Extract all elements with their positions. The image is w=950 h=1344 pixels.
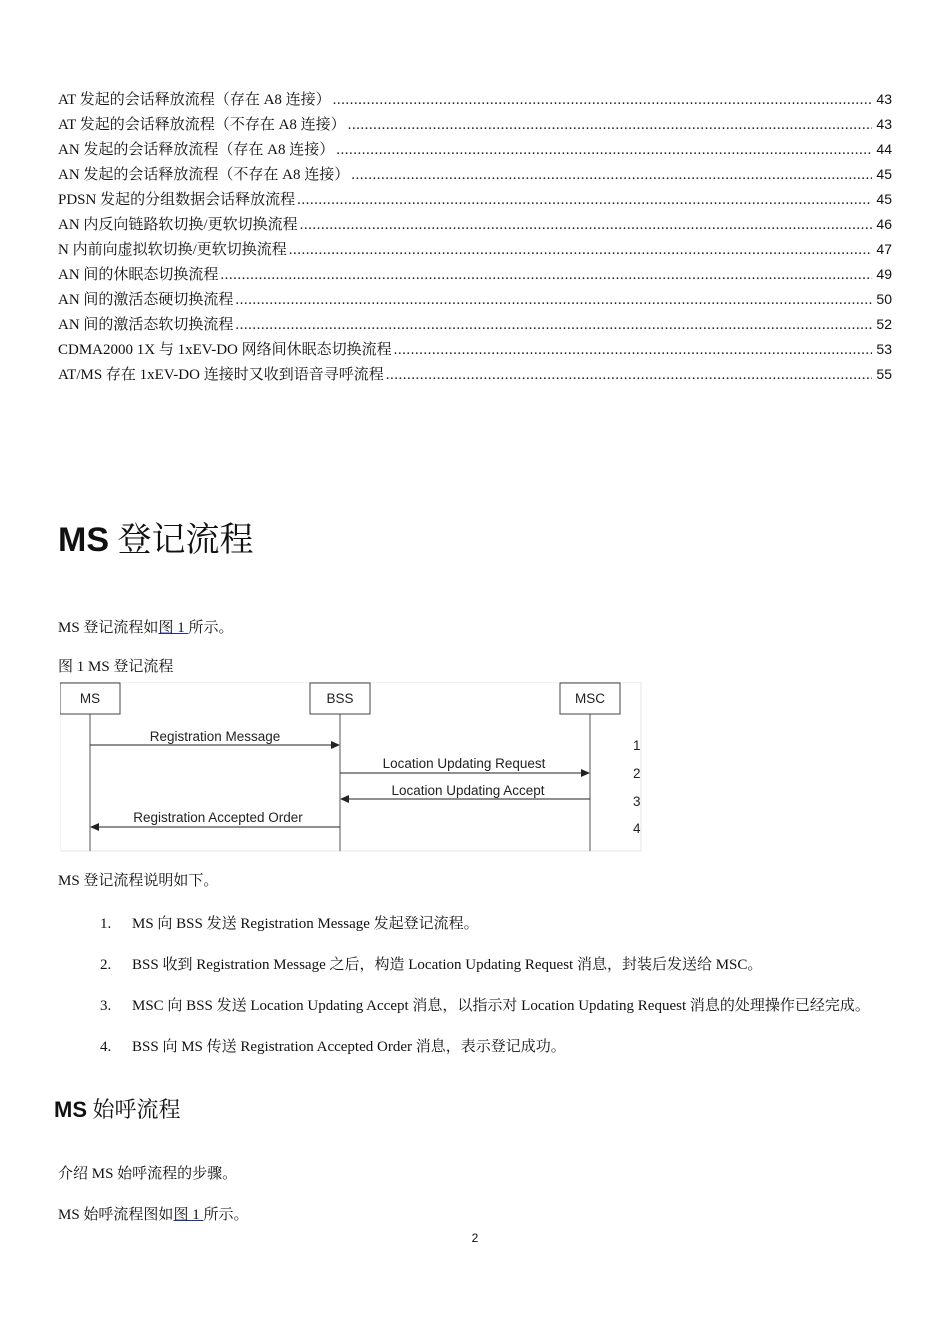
toc-entry-title: AN 间的休眠态切换流程 bbox=[58, 267, 219, 283]
toc-leader-dots bbox=[289, 238, 873, 263]
figure-link[interactable]: 图 1 bbox=[173, 1207, 204, 1223]
toc-leader-dots bbox=[386, 363, 873, 388]
message-location-updating-request bbox=[340, 756, 589, 773]
fig-text-after: 所示。 bbox=[203, 1207, 249, 1223]
step-index: 3. bbox=[100, 998, 112, 1014]
message-label: Location Updating Accept bbox=[391, 783, 545, 798]
toc-entry-page: 52 bbox=[876, 316, 892, 332]
toc-entry[interactable] bbox=[58, 162, 892, 187]
toc-entry-title: CDMA2000 1X 与 1xEV-DO 网络间休眠态切换流程 bbox=[58, 342, 392, 358]
origination-figure-ref bbox=[58, 1204, 248, 1226]
toc-entry[interactable] bbox=[58, 137, 892, 162]
table-of-contents bbox=[58, 87, 892, 387]
toc-entry-page: 45 bbox=[876, 191, 892, 207]
entity-bss bbox=[310, 683, 370, 714]
toc-entry-page: 47 bbox=[876, 241, 892, 257]
entity-label: MSC bbox=[575, 691, 605, 706]
toc-entry-title: N 内前向虚拟软切换/更软切换流程 bbox=[58, 242, 287, 258]
toc-entry[interactable] bbox=[58, 237, 892, 262]
toc-leader-dots bbox=[220, 263, 872, 288]
toc-entry[interactable] bbox=[58, 112, 892, 137]
heading-cjk-part: 始呼流程 bbox=[87, 1097, 181, 1122]
registration-steps-list bbox=[100, 910, 900, 1061]
toc-entry[interactable] bbox=[58, 187, 892, 212]
entity-msc bbox=[560, 683, 620, 714]
toc-entry-title: AN 发起的会话释放流程（不存在 A8 连接） bbox=[58, 167, 350, 183]
toc-entry[interactable] bbox=[58, 212, 892, 237]
toc-entry[interactable] bbox=[58, 312, 892, 337]
toc-leader-dots bbox=[235, 288, 872, 313]
figure-link[interactable]: 图 1 bbox=[158, 620, 189, 636]
step-index: 1. bbox=[100, 916, 112, 932]
message-registration-accepted-order bbox=[91, 810, 340, 827]
section-heading-ms-origination bbox=[54, 1095, 181, 1125]
toc-entry[interactable] bbox=[58, 87, 892, 112]
step-number: 4 bbox=[633, 821, 641, 836]
toc-entry-title: AT 发起的会话释放流程（不存在 A8 连接） bbox=[58, 117, 346, 133]
toc-entry-page: 46 bbox=[876, 216, 892, 232]
toc-entry-title: AT/MS 存在 1xEV-DO 连接时又收到语音寻呼流程 bbox=[58, 367, 384, 383]
toc-entry-page: 50 bbox=[876, 291, 892, 307]
fig-text-before: MS 始呼流程图如 bbox=[58, 1207, 174, 1223]
registration-explain: MS 登记流程说明如下。 bbox=[58, 873, 219, 889]
toc-entry-title: AN 发起的会话释放流程（存在 A8 连接） bbox=[58, 142, 335, 158]
toc-entry-page: 45 bbox=[876, 166, 892, 182]
toc-entry-title: AT 发起的会话释放流程（存在 A8 连接） bbox=[58, 92, 331, 108]
step-text: BSS 收到 Registration Message 之后，构造 Location Updating Request 消息，封装后发送给 MSC。 bbox=[132, 957, 763, 973]
toc-entry-page: 53 bbox=[876, 341, 892, 357]
toc-entry-title: PDSN 发起的分组数据会话释放流程 bbox=[58, 192, 296, 208]
entity-label: BSS bbox=[326, 691, 354, 706]
message-label: Location Updating Request bbox=[382, 756, 546, 771]
toc-entry[interactable] bbox=[58, 337, 892, 362]
step-text: MSC 向 BSS 发送 Location Updating Accept 消息，以指示对 Location Updating Request 消息的处理操作已经完成。 bbox=[132, 998, 870, 1014]
message-label: Registration Accepted Order bbox=[133, 810, 303, 825]
toc-entry-page: 49 bbox=[876, 266, 892, 282]
toc-entry-page: 43 bbox=[876, 116, 892, 132]
step-number: 1 bbox=[633, 738, 641, 753]
entity-ms bbox=[60, 683, 120, 714]
registration-intro bbox=[58, 617, 233, 639]
toc-leader-dots bbox=[333, 88, 873, 113]
toc-leader-dots bbox=[297, 188, 872, 213]
toc-leader-dots bbox=[351, 163, 872, 188]
toc-leader-dots bbox=[394, 338, 873, 363]
toc-leader-dots bbox=[300, 213, 873, 238]
message-registration-message bbox=[90, 729, 339, 745]
heading-latin-part: MS bbox=[58, 521, 109, 559]
toc-entry-title: AN 内反向链路软切换/更软切换流程 bbox=[58, 217, 298, 233]
toc-entry[interactable] bbox=[58, 362, 892, 387]
registration-sequence-diagram bbox=[60, 682, 642, 852]
list-item bbox=[100, 992, 900, 1020]
intro-text-before: MS 登记流程如 bbox=[58, 620, 159, 636]
step-number: 2 bbox=[633, 766, 641, 781]
step-number: 3 bbox=[633, 794, 641, 809]
figure-caption: 图 1 MS 登记流程 bbox=[58, 659, 174, 675]
list-item bbox=[100, 951, 900, 979]
toc-entry-title: AN 间的激活态硬切换流程 bbox=[58, 292, 234, 308]
toc-entry-title: AN 间的激活态软切换流程 bbox=[58, 317, 234, 333]
toc-entry[interactable] bbox=[58, 287, 892, 312]
page-number: 2 bbox=[471, 1231, 479, 1245]
entity-label: MS bbox=[79, 691, 101, 706]
message-location-updating-accept bbox=[341, 783, 590, 799]
list-item bbox=[100, 910, 900, 938]
message-label: Registration Message bbox=[149, 729, 281, 744]
section-heading-ms-registration bbox=[58, 515, 254, 566]
toc-leader-dots bbox=[348, 113, 873, 138]
heading-latin-part: MS bbox=[54, 1097, 87, 1122]
toc-entry-page: 55 bbox=[876, 366, 892, 382]
heading-cjk-part: 登记流程 bbox=[109, 522, 254, 559]
origination-intro: 介绍 MS 始呼流程的步骤。 bbox=[58, 1166, 238, 1182]
step-index: 4. bbox=[100, 1039, 112, 1055]
intro-text-after: 所示。 bbox=[188, 620, 234, 636]
toc-entry-page: 43 bbox=[876, 91, 892, 107]
toc-entry[interactable] bbox=[58, 262, 892, 287]
list-item bbox=[100, 1033, 900, 1061]
toc-leader-dots bbox=[336, 138, 872, 163]
step-index: 2. bbox=[100, 957, 112, 973]
step-text: BSS 向 MS 传送 Registration Accepted Order 消息，表示登记成功。 bbox=[132, 1039, 566, 1055]
toc-entry-page: 44 bbox=[876, 141, 892, 157]
toc-leader-dots bbox=[235, 313, 872, 338]
step-text: MS 向 BSS 发送 Registration Message 发起登记流程。 bbox=[132, 916, 479, 932]
